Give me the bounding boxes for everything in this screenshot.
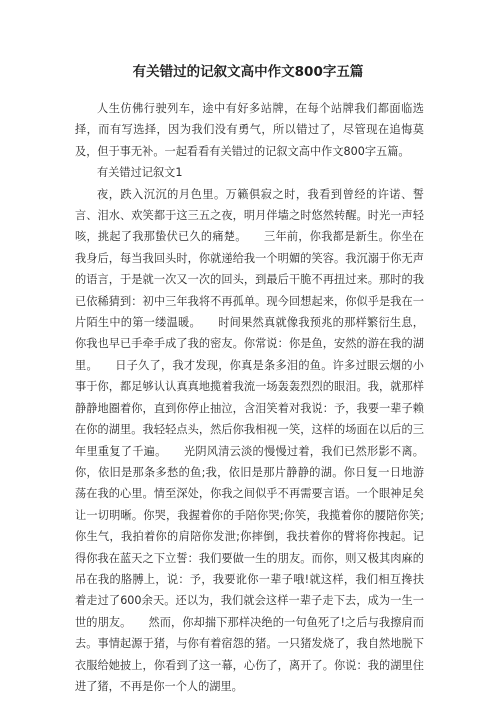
document-body (75, 98, 424, 697)
document-title: 有关错过的记叙文高中作文800字五篇 (132, 64, 364, 80)
essay-paragraph: 夜，跌入沉沉的月色里。万籁俱寂之时，我看到曾经的许诺、誓言、泪水、欢笑都于这三五之夜，明月伴墙之时悠然转醒。时光一声轻咳，挑起了我那蛰伏已久的痛楚。 三年前，你我都是新生。你坐在我身后，每当我回头时，你就递给我一个明媚的笑容。我沉溺于你无声的语言，于是就一次又一次的回头，到最后干脆不再扭过来。那时的我已依稀猜到：初中三年我将不再孤单。现今回想起来，你似乎是我在一片陌生中的第一缕温暖。 时间果然真就像我预兆的那样繁衍生息，你我也早已手牵手成了我的密友。你常说：你是鱼，安然的游在我的湖里。 日子久了，我才发现，你真是条多泪的鱼。许多过眼云烟的小事于你，都足够认认真真地揽着我流一场轰轰烈烈的眼泪。我，就那样静静地圈着你，直到你停止抽泣，含泪笑着对我说：予，我要一辈子赖在你的湖里。我轻轻点头，然后你我相视一笑，这样的场面在以后的三年里重复了千遍。 光阴风清云淡的慢慢过着，我们已然形影不离。你，依旧是那条多愁的鱼;我，依旧是那片静静的湖。你日复一日地游荡在我的心里。情至深处，你我之间似乎不再需要言语。一个眼神足矣让一切明晰。你哭，我握着你的手陪你哭;你笑，我揽着你的腰陪你笑;你生气，我拍着你的肩陪你发泄;你摔倒，我扶着你的臂将你拽起。记得你我在蓝天之下立誓：我们要做一生的朋友。而你，则又极其肉麻的吊在我的胳膊上，说：予，我要讹你一辈子哦!就这样，我们相互搀扶着走过了600余天。还以为，我们就会这样一辈子走下去，成为一生一世的朋友。 然而，你却揣下那样决绝的一句鱼死了!之后与我擦肩而去。事情起源于猪，与你有着宿怨的猪。一只猪发烧了，我自然地脱下衣服给她披上，你看到了这一幕，心伤了，离开了。你说：我的湖里住进了猪，不再是你一个人的湖里。 (75, 187, 424, 693)
intro-paragraph: 人生仿佛行驶列车，途中有好多站牌，在每个站牌我们都面临选择，而有写选择，因为我们没有勇气，所以错过了，尽管现在追悔莫及，但于事无补。一起看看有关错过的记叙文高中作文800字五篇。 (75, 102, 424, 158)
section-heading: 有关错过记叙文1 (97, 166, 183, 180)
